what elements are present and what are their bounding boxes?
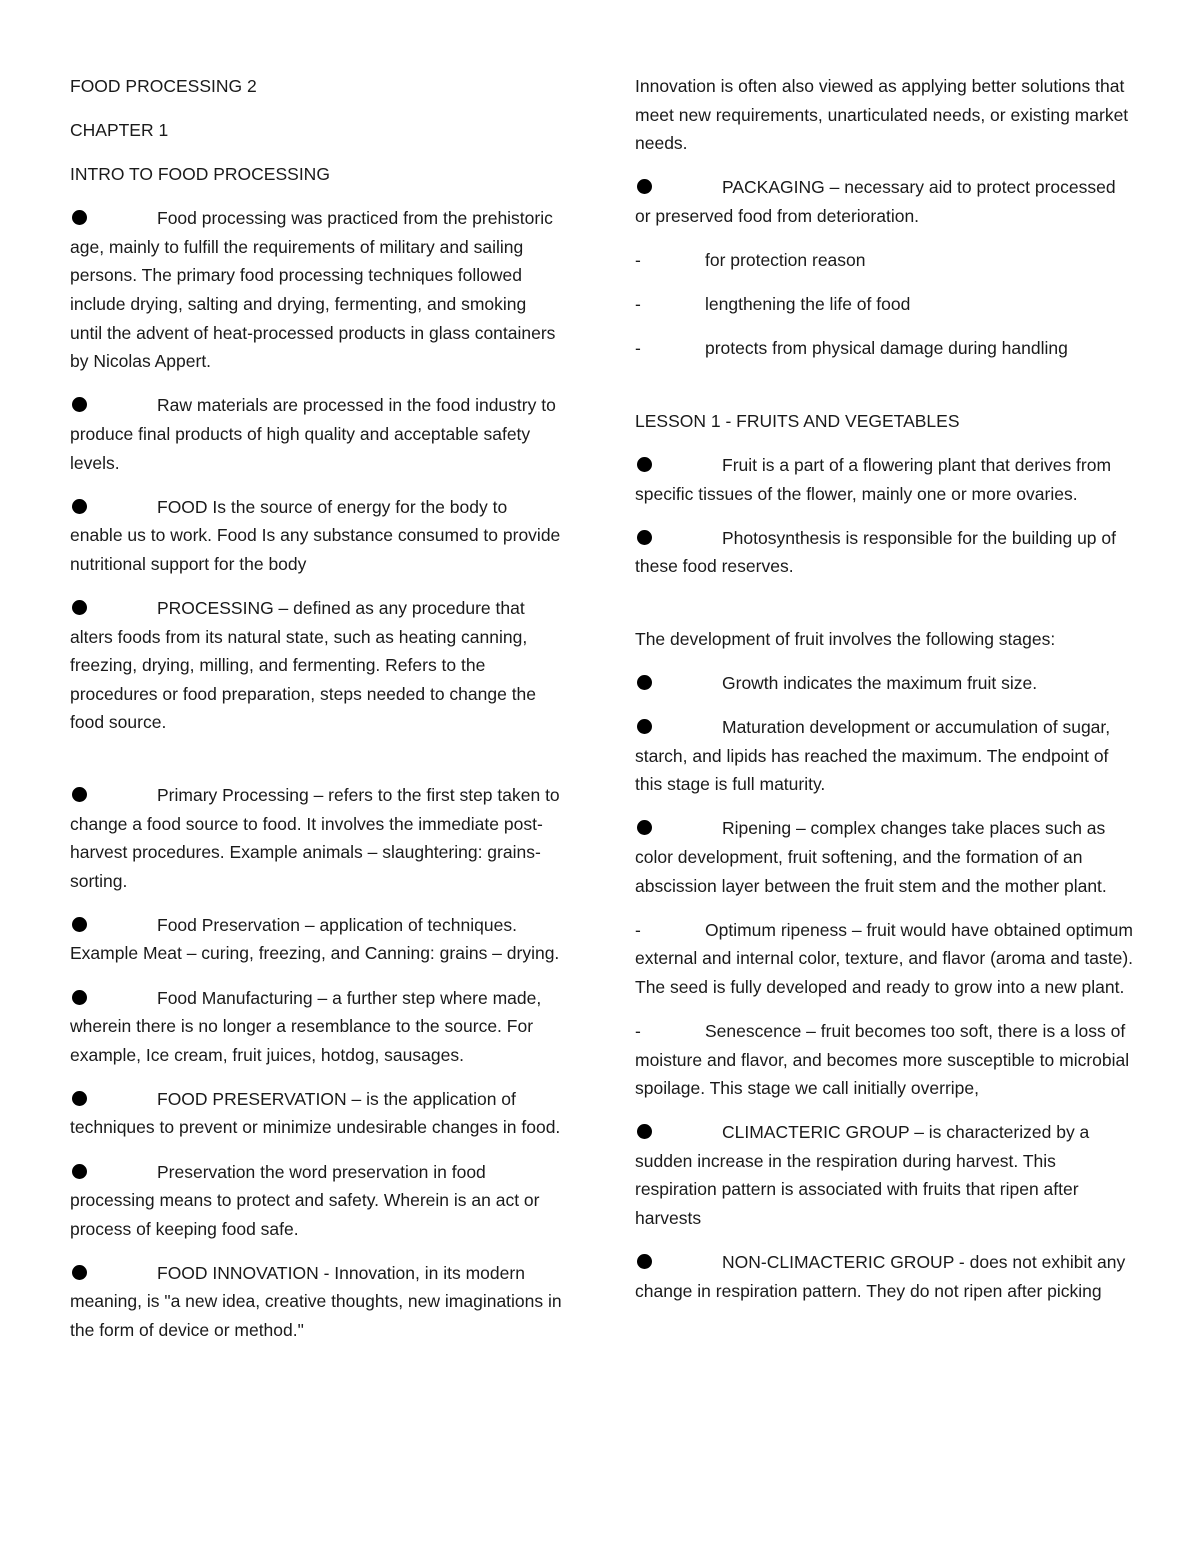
lesson-heading: LESSON 1 - FRUITS AND VEGETABLES (635, 410, 960, 431)
dash-icon: - (635, 1020, 641, 1041)
bullet-paragraph: Growth indicates the maximum fruit size. (635, 669, 1135, 698)
bullet-icon (72, 1164, 87, 1179)
bullet-paragraph: Fruit is a part of a flowering plant that derives from specific tissues of the flower, mainly one or more ovaries. (635, 454, 1112, 504)
bullet-icon (637, 719, 652, 734)
paragraph: Innovation is often also viewed as applying better solutions that meet new requirements, unarticulated needs, or existing market needs. (635, 76, 1129, 154)
bullet-paragraph: Photosynthesis is responsible for the building up of these food reserves. (635, 527, 1116, 577)
dash-icon: - (635, 249, 641, 270)
bullet-icon (72, 397, 87, 412)
bullet-paragraph: Food Preservation – application of techniques. Example Meat – curing, freezing, and Canning: grains – drying. (70, 914, 560, 964)
bullet-paragraph: FOOD INNOVATION - Innovation, in its modern meaning, is "a new idea, creative thoughts, new imaginations in the form of device or method." (70, 1262, 562, 1340)
spacer (635, 378, 1135, 407)
bullet-icon (72, 600, 87, 615)
left-column (70, 72, 562, 1360)
bullet-paragraph: PACKAGING – necessary aid to protect processed or preserved food from deterioration. (635, 177, 1116, 226)
dash-item: - Optimum ripeness – fruit would have obtained optimum external and internal color, texture, and flavor (aroma and taste). The seed is fully developed and ready to grow into a new plant. (635, 916, 1135, 1002)
bullet-paragraph: Preservation the word preservation in food processing means to protect and safety. Wherein is an act or process of keeping food safe. (70, 1161, 540, 1239)
spacer (635, 596, 1135, 625)
bullet-icon (72, 990, 87, 1005)
paragraph: The development of fruit involves the following stages: (635, 628, 1056, 649)
bullet-icon (637, 820, 652, 835)
bullet-paragraph: Raw materials are processed in the food industry to produce final products of high quality and acceptable safety levels. (70, 395, 556, 473)
bullet-icon (72, 1265, 87, 1280)
dash-item: - for protection reason (635, 246, 1135, 275)
bullet-paragraph: Ripening – complex changes take places such as color development, fruit softening, and the formation of an abscission layer between the fruit stem and the mother plant. (635, 818, 1107, 896)
bullet-paragraph: Maturation development or accumulation of sugar, starch, and lipids has reached the maximum. The endpoint of this stage is full maturity. (635, 717, 1111, 795)
bullet-icon (637, 457, 652, 472)
bullet-paragraph: FOOD Is the source of energy for the body to enable us to work. Food Is any substance consumed to provide nutritional support for the body (70, 496, 561, 574)
dash-icon: - (635, 919, 641, 940)
bullet-icon (72, 210, 87, 225)
bullet-icon (72, 1091, 87, 1106)
bullet-icon (72, 917, 87, 932)
bullet-icon (637, 1124, 652, 1139)
bullet-icon (637, 530, 652, 545)
bullet-paragraph: Food processing was practiced from the prehistoric age, mainly to fulfill the requirements of military and sailing persons. The primary food processing techniques followed include drying, salting and drying, fermenting, and smoking until the advent of heat-processed products in glass containers by Nicolas Appert. (70, 208, 556, 372)
bullet-paragraph: Food Manufacturing – a further step where made, wherein there is no longer a resemblance to the source. For example, Ice cream, fruit juices, hotdog, sausages. (70, 987, 542, 1065)
bullet-icon (637, 179, 652, 194)
bullet-paragraph: NON-CLIMACTERIC GROUP - does not exhibit any change in respiration pattern. They do not ripen after picking (635, 1252, 1126, 1301)
dash-icon: - (635, 338, 641, 359)
bullet-paragraph: PROCESSING – defined as any procedure that alters foods from its natural state, such as heating canning, freezing, drying, milling, and fermenting. Refers to the procedures or food preparation, steps needed to change the food source. (70, 597, 537, 733)
document-title: FOOD PROCESSING 2 (70, 76, 257, 96)
bullet-icon (637, 1254, 652, 1269)
spacer (70, 752, 562, 781)
dash-item: - lengthening the life of food (635, 290, 1135, 319)
bullet-paragraph: FOOD PRESERVATION – is the application of techniques to prevent or minimize undesirable changes in food. (70, 1088, 561, 1138)
bullet-icon (637, 675, 652, 690)
dash-icon: - (635, 294, 641, 315)
bullet-paragraph: CLIMACTERIC GROUP – is characterized by a sudden increase in the respiration during harvest. This respiration pattern is associated with fruits that ripen after harvests (635, 1122, 1090, 1228)
chapter-heading: CHAPTER 1 (70, 120, 169, 141)
dash-item: - Senescence – fruit becomes too soft, there is a loss of moisture and flavor, and becomes more susceptible to microbial spoilage. This stage we call initially overripe, (635, 1017, 1135, 1103)
right-column (635, 72, 1135, 1321)
bullet-paragraph: Primary Processing – refers to the first step taken to change a food source to food. It involves the immediate post-harvest procedures. Example animals – slaughtering: grains- sorting. (70, 784, 560, 891)
bullet-icon (72, 499, 87, 514)
dash-item: - protects from physical damage during handling (635, 334, 1135, 363)
section-heading: INTRO TO FOOD PROCESSING (70, 164, 330, 185)
bullet-icon (72, 787, 87, 802)
